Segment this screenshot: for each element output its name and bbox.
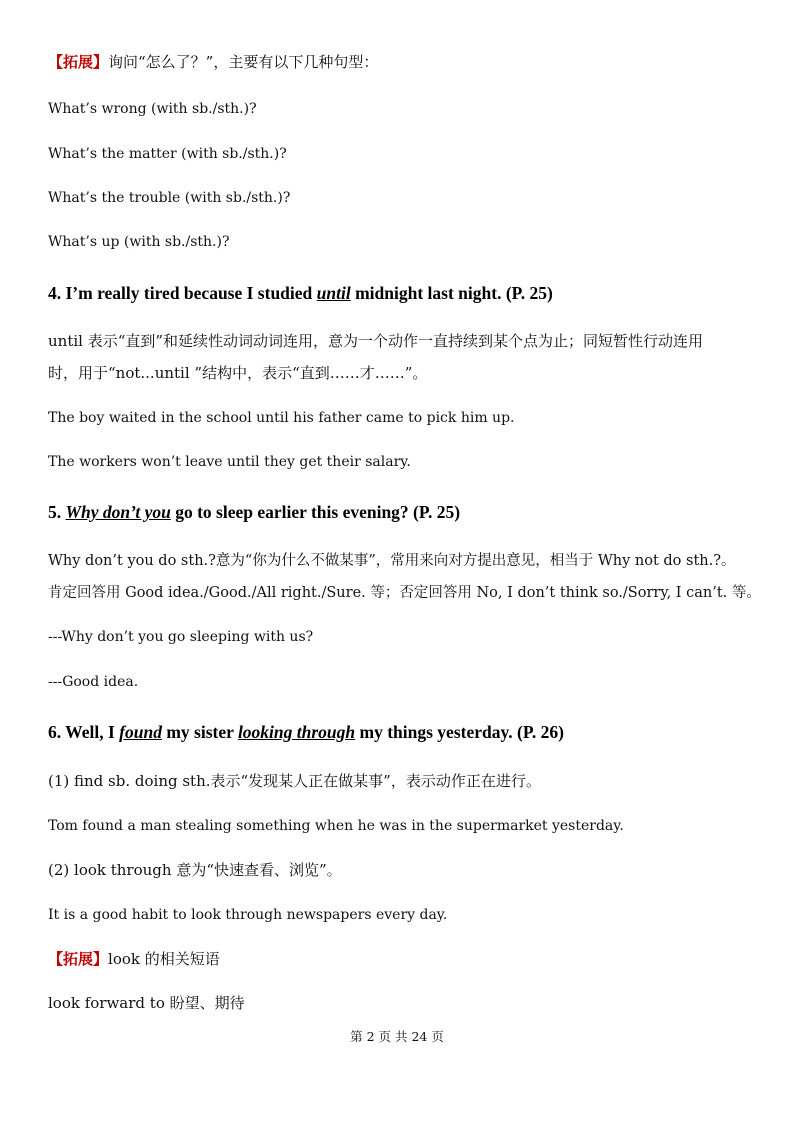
- example-sentence: Tom found a man stealing something when he was in the supermarket yesterday.: [48, 818, 624, 834]
- pattern-line: What’s the trouble (with sb./sth.)?: [48, 190, 291, 206]
- dialog-line: ---Good idea.: [48, 674, 139, 690]
- explanation-line: 肯定回答用 Good idea./Good./All right./Sure. 等；否定回答用 No, I don’t think so./Sorry, I can’t. 等。: [48, 585, 761, 601]
- explanation-line: 时，用于“not...until ”结构中，表示“直到……才……”。: [48, 364, 428, 382]
- extension-note: [48, 53, 378, 71]
- section-heading-6: [48, 721, 564, 743]
- heading-keyword: until: [316, 283, 351, 303]
- extension-note: [48, 950, 220, 968]
- dialog-line: ---Why don’t you go sleeping with us?: [48, 629, 314, 645]
- extension-tag: 【拓展】: [48, 53, 109, 71]
- pattern-line: What’s the matter (with sb./sth.)?: [48, 146, 287, 162]
- heading-text: midnight last night. (P. 25): [350, 283, 553, 303]
- explanation-line: Why don’t you do sth.?意为“你为什么不做某事”，常用来向对方提出意见，相当于 Why not do sth.?。: [48, 553, 736, 569]
- example-sentence: It is a good habit to look through newspapers every day.: [48, 907, 448, 923]
- heading-keyword: looking through: [237, 722, 356, 742]
- section-heading-5: [48, 501, 460, 523]
- heading-text: my sister: [161, 722, 238, 742]
- heading-text: go to sleep earlier this evening? (P. 25): [170, 502, 461, 522]
- phrase-line: look forward to 盼望、期待: [48, 994, 245, 1012]
- extension-tag: 【拓展】: [48, 950, 109, 968]
- point-line: (2) look through 意为“快速查看、浏览”。: [48, 861, 342, 879]
- pattern-line: What’s up (with sb./sth.)?: [48, 234, 230, 250]
- heading-keyword: found: [119, 722, 162, 742]
- heading-keyword: Why don’t you: [65, 502, 171, 522]
- example-sentence: The boy waited in the school until his father came to pick him up.: [48, 410, 515, 426]
- heading-text: my things yesterday. (P. 26): [355, 722, 565, 742]
- explanation-line: until 表示“直到”和延续性动词动词连用，意为一个动作一直持续到某个点为止；同短暂性行动连用: [48, 332, 704, 350]
- extension-text: 询问“怎么了？”，主要有以下几种句型：: [108, 53, 379, 71]
- heading-text: 4. I’m really tired because I studied: [48, 283, 317, 303]
- heading-number: 5.: [48, 502, 66, 522]
- page-footer: 第 2 页 共 24 页: [350, 1029, 444, 1044]
- example-sentence: The workers won’t leave until they get their salary.: [48, 454, 411, 470]
- extension-text: look 的相关短语: [108, 950, 220, 968]
- heading-text: 6. Well, I: [48, 722, 120, 742]
- point-line: (1) find sb. doing sth.表示“发现某人正在做某事”，表示动作正在进行。: [48, 772, 541, 790]
- pattern-line: What’s wrong (with sb./sth.)?: [48, 101, 257, 117]
- section-heading-4: [48, 282, 553, 304]
